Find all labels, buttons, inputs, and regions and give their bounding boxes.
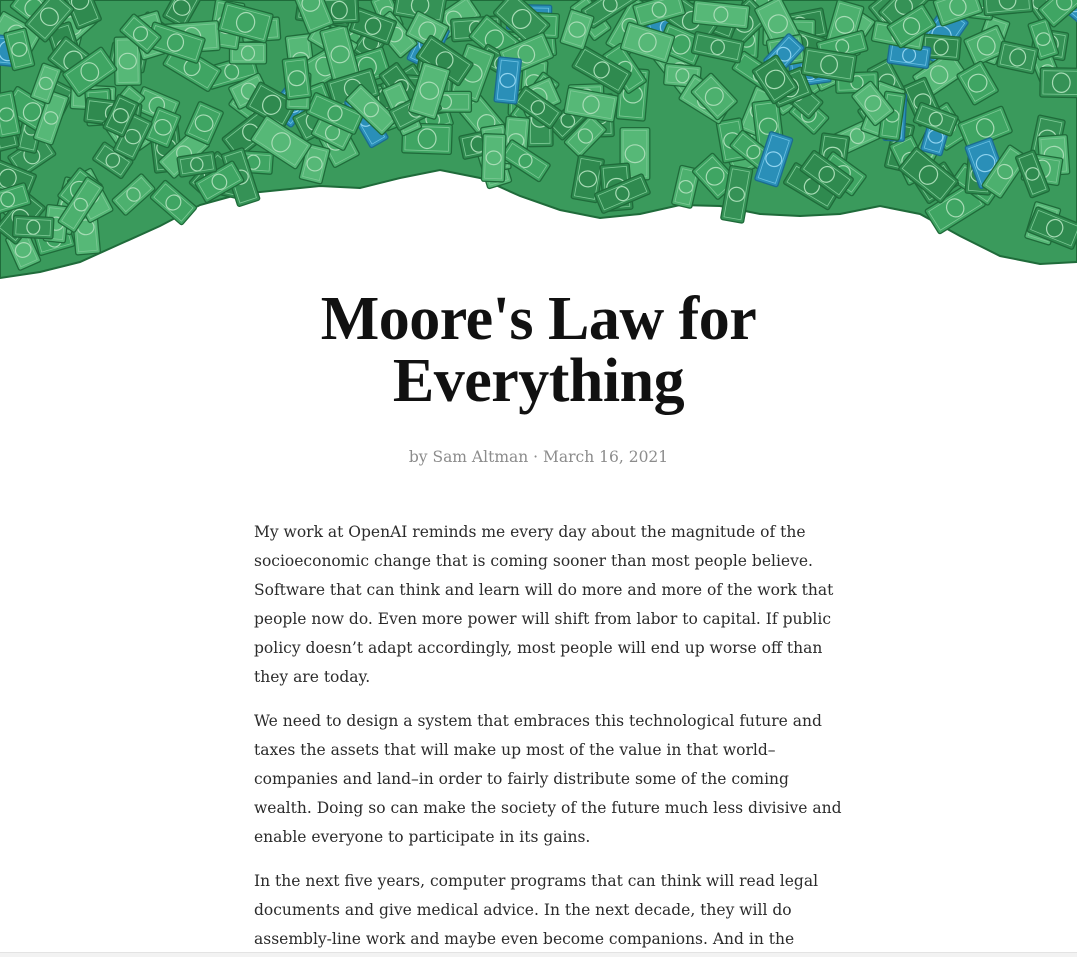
article-byline: by Sam Altman · March 16, 2021 [408,448,669,466]
green-bill [13,215,54,238]
article-paragraph-3: In the next five years, computer programs that can think will read legal documents and give medical advice. In the next decade, they will do assembly-line work and maybe even become companions. And in the [254,872,819,948]
green-bill [692,0,750,29]
green-bill [1040,68,1077,98]
green-bill [282,56,311,100]
article-title [0,285,1077,415]
article-paragraph-2: We need to design a system that embraces this technological future and taxes the assets that will make up most of the value in that world–companies and land–in order to fairly distribute some of the coming wealth. Doing so can make the society of the future much less divisive and enable everyone to participate in its gains. [254,712,842,846]
money-pile-illustration [0,0,1077,285]
viewport-bottom-edge [0,952,1077,957]
article-paragraph-1: My work at OpenAI reminds me every day about the magnitude of the socioeconomic change that is coming sooner than most people believe. Software that can think and learn will do more and more of the work that people now do. Even more power will shift from labor to capital. If public policy doesn’t adapt accordingly, most people will end up worse off than they are today. [254,523,834,686]
article-body [254,518,850,957]
header-illustration [0,0,1077,285]
blue-bill [494,57,522,104]
article-title-line-2: Everything [392,347,685,415]
green-bill [481,134,505,182]
article-title-line-1: Moore's Law for [320,285,757,353]
